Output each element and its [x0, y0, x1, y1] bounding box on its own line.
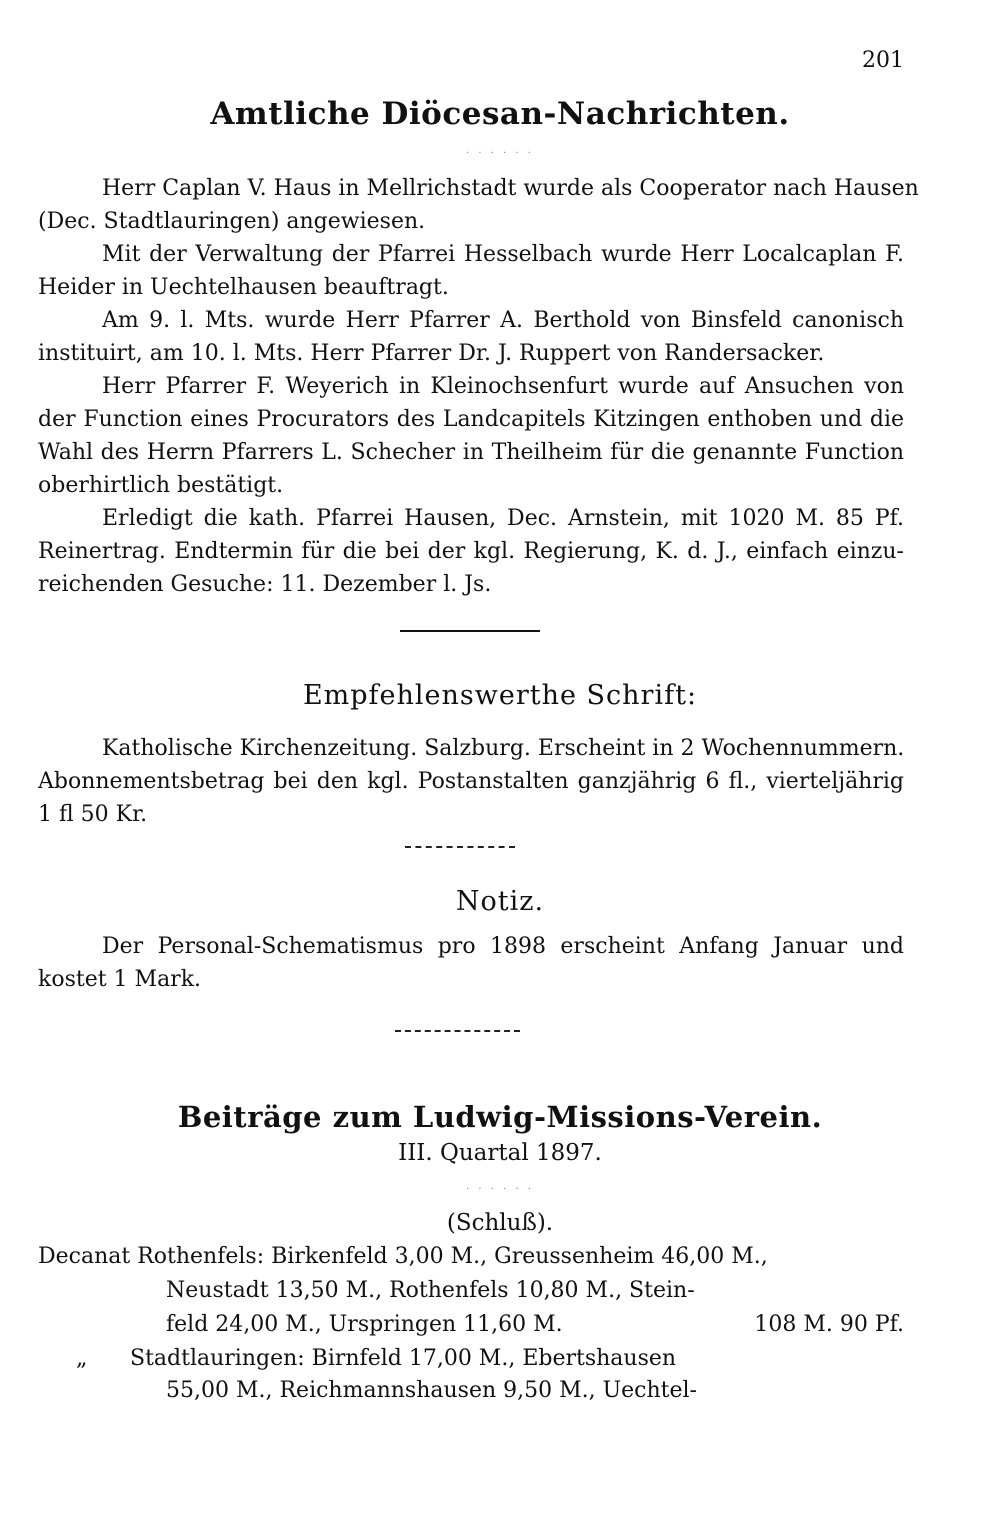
section-title-mission-contributions: Beiträge zum Ludwig-Missions-Verein. — [177, 1100, 823, 1134]
paragraph-line: oberhirtlich bestätigt. — [38, 473, 284, 498]
page-number: 201 — [862, 48, 904, 73]
notice-body — [38, 930, 904, 996]
paragraph-line: reichenden Gesuche: 11. Dezember l. Js. — [38, 572, 492, 597]
contribution-entry-line: Decanat Rothenfels: Birkenfeld 3,00 M., Greussenheim 46,00 M., — [38, 1244, 768, 1269]
contribution-entry-line: 55,00 M., Reichmannshausen 9,50 M., Uechtel- — [166, 1378, 697, 1403]
paragraph-line: Mit der Verwaltung der Pfarrei Hesselbach wurde Herr Localcaplan F. — [102, 242, 904, 267]
paragraph-line: Der Personal-Schematismus pro 1898 erscheint Anfang Januar und — [102, 934, 904, 959]
section-subtitle-quarter: III. Quartal 1897. — [398, 1140, 602, 1166]
contribution-entry-line: feld 24,00 M., Urspringen 11,60 M. — [166, 1312, 563, 1337]
paragraph-line: Herr Pfarrer F. Weyerich in Kleinochsenfurt wurde auf Ansuchen von — [102, 374, 904, 399]
section-divider-rule — [400, 630, 540, 632]
paragraph-line: Heider in Uechtelhausen beauftragt. — [38, 275, 449, 300]
ornament-divider: · · · · · · — [466, 1184, 534, 1195]
section-divider-rule — [405, 846, 515, 848]
continuation-note: (Schluß). — [446, 1210, 554, 1236]
paragraph-line: kostet 1 Mark. — [38, 967, 202, 992]
recommended-publication-body — [38, 732, 904, 831]
paragraph-line: der Function eines Procurators des Landcapitels Kitzingen enthoben und die — [38, 407, 904, 432]
diocesan-news-body — [38, 172, 919, 601]
section-title-notice: Notiz. — [455, 886, 545, 917]
section-title-recommended-publication: Empfehlenswerthe Schrift: — [302, 680, 698, 711]
paragraph-line: Am 9. l. Mts. wurde Herr Pfarrer A. Berthold von Binsfeld canonisch — [102, 308, 904, 333]
section-divider-rule — [395, 1030, 520, 1032]
paragraph-line: Erledigt die kath. Pfarrei Hausen, Dec. Arnstein, mit 1020 M. 85 Pf. — [102, 506, 904, 531]
paragraph-line: (Dec. Stadtlauringen) angewiesen. — [38, 209, 426, 234]
paragraph-line: Herr Caplan V. Haus in Mellrichstadt wurde als Cooperator nach Hausen — [102, 176, 919, 201]
paragraph-line: Reinertrag. Endtermin für die bei der kgl. Regierung, K. d. J., einfach einzu- — [38, 539, 904, 564]
contribution-entry-line: Stadtlauringen: Birnfeld 17,00 M., Ebertshausen — [130, 1346, 677, 1371]
paragraph-line: Wahl des Herrn Pfarrers L. Schecher in Theilheim für die genannte Function — [38, 440, 904, 465]
section-title-diocesan-news: Amtliche Diöcesan-Nachrichten. — [210, 96, 790, 132]
paragraph-line: 1 fl 50 Kr. — [38, 802, 148, 827]
paragraph-line: Abonnementsbetrag bei den kgl. Postanstalten ganzjährig 6 fl., vierteljährig — [38, 769, 904, 794]
ditto-mark: „ — [76, 1346, 88, 1371]
paragraph-line: instituirt, am 10. l. Mts. Herr Pfarrer Dr. J. Ruppert von Randersacker. — [38, 341, 825, 366]
contribution-entry-line: Neustadt 13,50 M., Rothenfels 10,80 M., Stein- — [166, 1278, 695, 1303]
ornament-divider: · · · · · · — [466, 148, 534, 159]
paragraph-line: Katholische Kirchenzeitung. Salzburg. Erscheint in 2 Wochennummern. — [102, 736, 905, 761]
contribution-total: 108 M. 90 Pf. — [754, 1312, 904, 1337]
